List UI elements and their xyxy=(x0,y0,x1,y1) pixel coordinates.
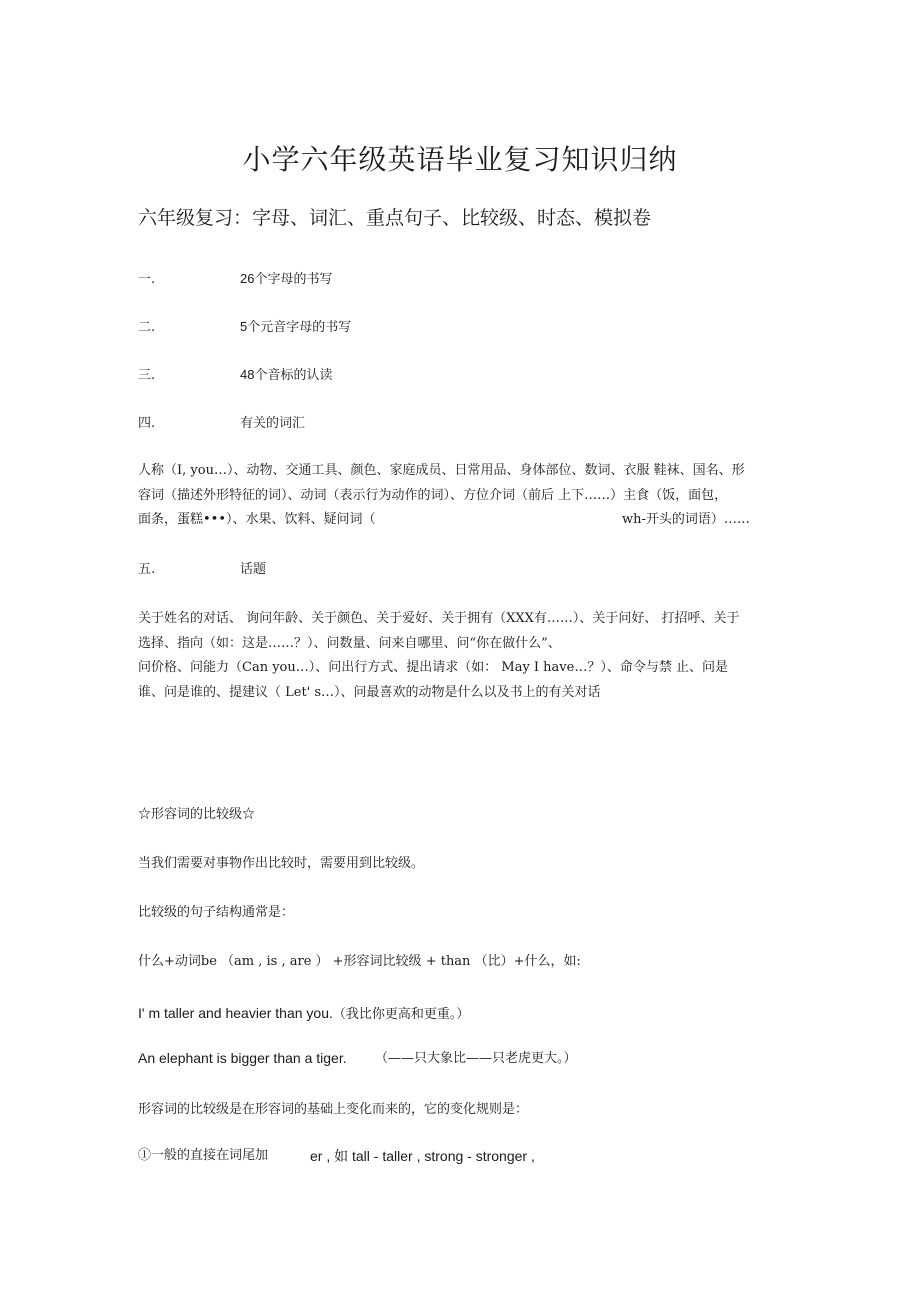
outline-item-count: 26 xyxy=(240,271,255,286)
outline-number: 四. xyxy=(138,416,156,431)
example-translation: （——只大象比——只老虎更大。） xyxy=(375,1051,577,1066)
outline-item-count: 5 xyxy=(240,319,248,334)
outline-number: 二. xyxy=(138,320,156,335)
section-heading-comparative: ☆形容词的比较级☆ xyxy=(138,807,256,822)
outline-item-count: 48 xyxy=(240,367,255,382)
structure-label: 比较级的句子结构通常是： xyxy=(138,905,295,920)
example-translation: （我比你更高和更重。） xyxy=(332,1007,470,1022)
structure-formula: 什么+动词be （am , is , are ） +形容词比较级 + than （比）+什么，如: xyxy=(138,954,581,969)
outline-item-vowels xyxy=(240,316,351,335)
vocab-line: 面条，蛋糕•••）、水果、饮料、疑问词（ xyxy=(138,512,376,527)
outline-number: 三. xyxy=(138,368,156,383)
topic-line: 选择、指向（如：这是……？）、问数量、问来自哪里、问“你在做什么”、 xyxy=(138,636,561,651)
rule-one-label: ①一般的直接在词尾加 xyxy=(138,1148,269,1163)
topic-line: 问价格、问能力（Can you…）、问出行方式、提出请求（如： May I have…？）、命令与禁 止、问是 xyxy=(138,660,728,675)
outline-item-letters xyxy=(240,268,332,287)
rule-one-examples: er , 如 tall - taller , strong - stronger , xyxy=(310,1148,535,1164)
outline-item-topics: 话题 xyxy=(240,562,267,577)
outline-item-label: 个音标的认读 xyxy=(254,368,333,383)
vocab-line: 人称（I, you…）、动物、交通工具、颜色、家庭成员、日常用品、身体部位、数词、衣服 鞋袜、国名、形 xyxy=(138,463,745,478)
outline-number: 五. xyxy=(138,562,156,577)
example-english: I' m taller and heavier than you. xyxy=(138,1005,333,1021)
example-english: An elephant is bigger than a tiger. xyxy=(138,1050,347,1066)
outline-item-label: 个元音字母的书写 xyxy=(247,320,352,335)
vocab-line: wh-开头的词语）…… xyxy=(622,512,750,527)
outline-number: 一. xyxy=(138,272,156,287)
comparative-intro: 当我们需要对事物作出比较时，需要用到比较级。 xyxy=(138,856,425,871)
example-sentence xyxy=(138,1003,469,1022)
page-subtitle: 六年级复习：字母、词汇、重点句子、比较级、时态、模拟卷 xyxy=(138,207,652,229)
page-title: 小学六年级英语毕业复习知识归纳 xyxy=(242,143,678,176)
outline-item-vocabulary xyxy=(240,412,305,431)
outline-item-phonetics xyxy=(240,364,332,383)
topic-line: 谁、问是谁的、提建议（ Let' s…）、问最喜欢的动物是什么以及书上的有关对话 xyxy=(138,685,601,700)
rule-intro: 形容词的比较级是在形容词的基础上变化而来的，它的变化规则是： xyxy=(138,1102,529,1117)
vocab-line: 容词（描述外形特征的词）、动词（表示行为动作的词）、方位介词（前后 上下……）主食（饭，面包， xyxy=(138,488,728,503)
topic-line: 关于姓名的对话、 询问年龄、关于颜色、关于爱好、关于拥有（XXX有……）、关于问好、 打招呼、关于 xyxy=(138,611,740,626)
outline-item-label: 有关的词汇 xyxy=(240,416,306,431)
outline-item-label: 个字母的书写 xyxy=(254,272,333,287)
